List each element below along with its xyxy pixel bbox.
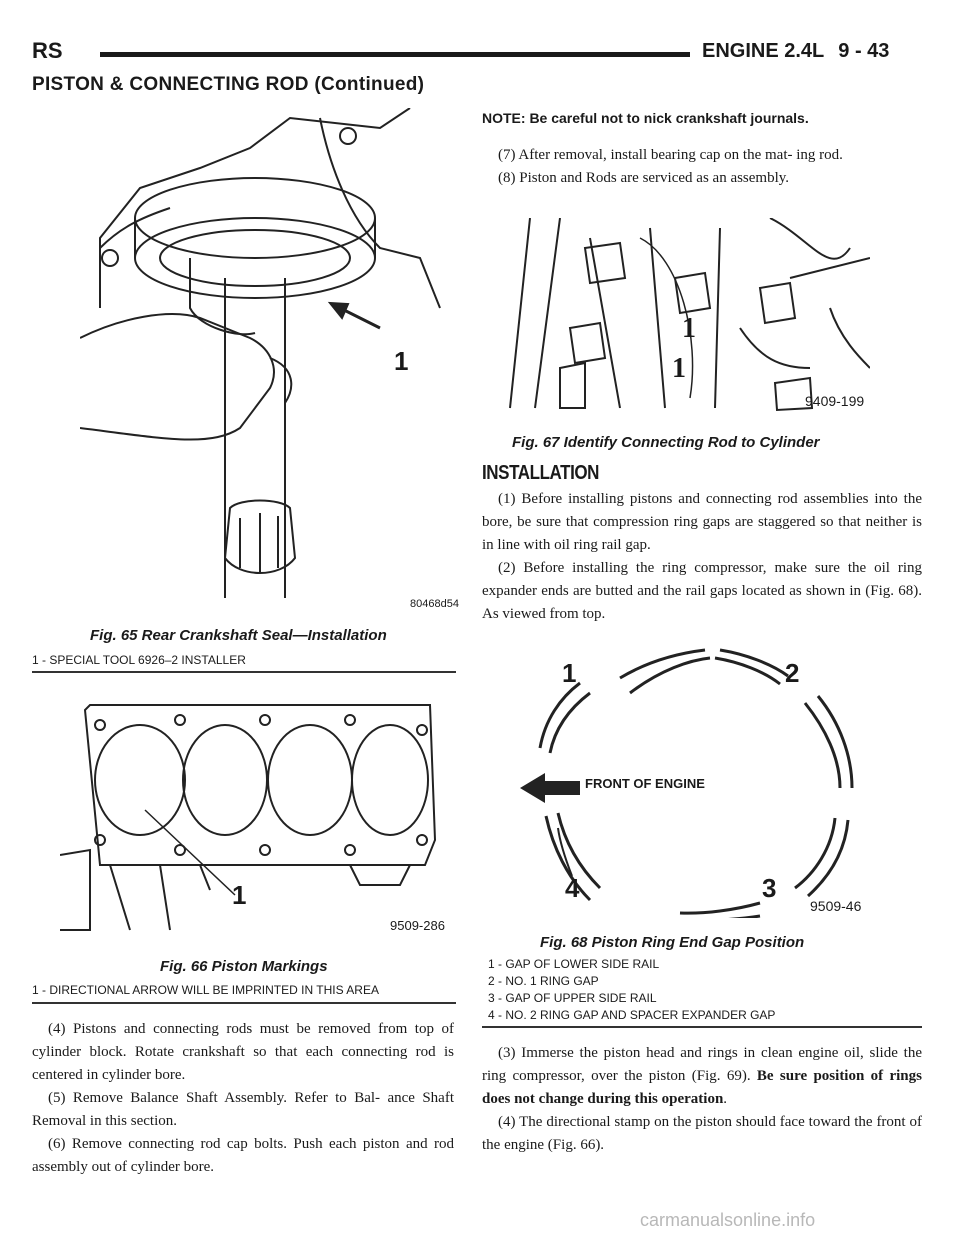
install-step-2: (2) Before installing the ring compressor, make sure the oil ring expander ends are butted and the rail gaps located as shown in (Fig. 68). As viewed from top. [482, 560, 922, 622]
installation-paragraphs-2 [482, 1042, 922, 1157]
fig65-rule [32, 671, 456, 673]
fig68-legend-item: 2 - NO. 1 RING GAP [488, 974, 599, 988]
header-right [702, 40, 903, 63]
installation-paragraphs [482, 488, 922, 626]
fig68-callout-2: 2 [785, 658, 800, 688]
fig68-illustration [510, 648, 880, 918]
fig68-callout-1: 1 [562, 658, 577, 688]
header-left-code: RS [32, 38, 63, 63]
install-step-4: (4) The directional stamp on the piston should face toward the front of the engine (Fig. 66). [482, 1114, 922, 1153]
fig65-callout: 1 [394, 346, 409, 376]
step-6: (6) Remove connecting rod cap bolts. Push each piston and rod assembly out of cylinder bore. [32, 1136, 454, 1175]
fig65-illustration [80, 108, 459, 618]
fig65-legend-item: 1 - SPECIAL TOOL 6926–2 INSTALLER [32, 653, 246, 667]
fig65-code: 80468d54 [410, 598, 459, 610]
fig68-legend-item: 3 - GAP OF UPPER SIDE RAIL [488, 991, 657, 1005]
step-8: (8) Piston and Rods are serviced as an assembly. [498, 170, 790, 186]
header-rule [100, 52, 690, 57]
install-step-1: (1) Before installing pistons and connecting rod assemblies into the bore, be sure that compression ring gaps are staggered so that neither is in line with oil ring rail gap. [482, 491, 922, 553]
install-step-3-warning: Be sure position of rings does not change during this operation [482, 1068, 922, 1107]
fig66-legend [32, 982, 379, 999]
page-number: 9 - 43 [838, 40, 890, 62]
fig66-legend-item: 1 - DIRECTIONAL ARROW WILL BE IMPRINTED IN THIS AREA [32, 983, 379, 997]
fig66-caption: Fig. 66 Piston Markings [160, 958, 328, 975]
fig68-legend-item: 4 - NO. 2 RING GAP AND SPACER EXPANDER GAP [488, 1008, 776, 1022]
install-step-3-end: . [723, 1091, 728, 1107]
fig68-rule [482, 1026, 922, 1028]
fig65-legend [32, 652, 246, 669]
fig68-legend-item: 1 - GAP OF LOWER SIDE RAIL [488, 957, 660, 971]
fig66-callout: 1 [232, 880, 247, 910]
fig68-callout-3: 3 [762, 873, 777, 903]
fig66-illustration [60, 690, 450, 940]
fig67-mark-upper: 1 [682, 313, 696, 344]
fig67-illustration [490, 218, 870, 418]
fig65-caption: Fig. 65 Rear Crankshaft Seal—Installation [90, 627, 387, 644]
installation-heading: INSTALLATION [482, 462, 600, 484]
install-step-3-text: (3) Immerse the piston head and rings in clean engine oil, slide the ring compressor, over the piston (Fig. 69). [482, 1045, 922, 1084]
step-7: (7) After removal, install bearing cap on the mat- ing rod. [498, 147, 843, 163]
fig68-code: 9509-46 [810, 898, 862, 914]
section-title: PISTON & CONNECTING ROD (Continued) [32, 74, 425, 95]
fig67-mark-lower: 1 [672, 353, 686, 384]
fig67-caption: Fig. 67 Identify Connecting Rod to Cylinder [512, 434, 820, 451]
fig68-callout-4: 4 [565, 873, 580, 903]
header-section: ENGINE 2.4L [702, 40, 825, 62]
fig68-legend [488, 956, 775, 1024]
right-top-paragraphs [482, 144, 922, 190]
fig66-rule [32, 1002, 456, 1004]
step-5: (5) Remove Balance Shaft Assembly. Refer to Bal- ance Shaft Removal in this section. [32, 1090, 454, 1129]
note-text: NOTE: Be careful not to nick crankshaft journals. [482, 110, 809, 126]
watermark: carmanualsonline.info [640, 1210, 816, 1230]
left-paragraphs [32, 1018, 454, 1179]
fig67-code: 9409-199 [805, 393, 865, 409]
fig66-code: 9509-286 [390, 918, 445, 933]
install-step-3 [482, 1042, 922, 1111]
fig68-caption: Fig. 68 Piston Ring End Gap Position [540, 934, 805, 951]
fig68-label: FRONT OF ENGINE [585, 776, 705, 791]
step-4: (4) Pistons and connecting rods must be removed from top of cylinder block. Rotate crankshaft so that each connecting rod is centered in cylinder bore. [32, 1021, 454, 1083]
